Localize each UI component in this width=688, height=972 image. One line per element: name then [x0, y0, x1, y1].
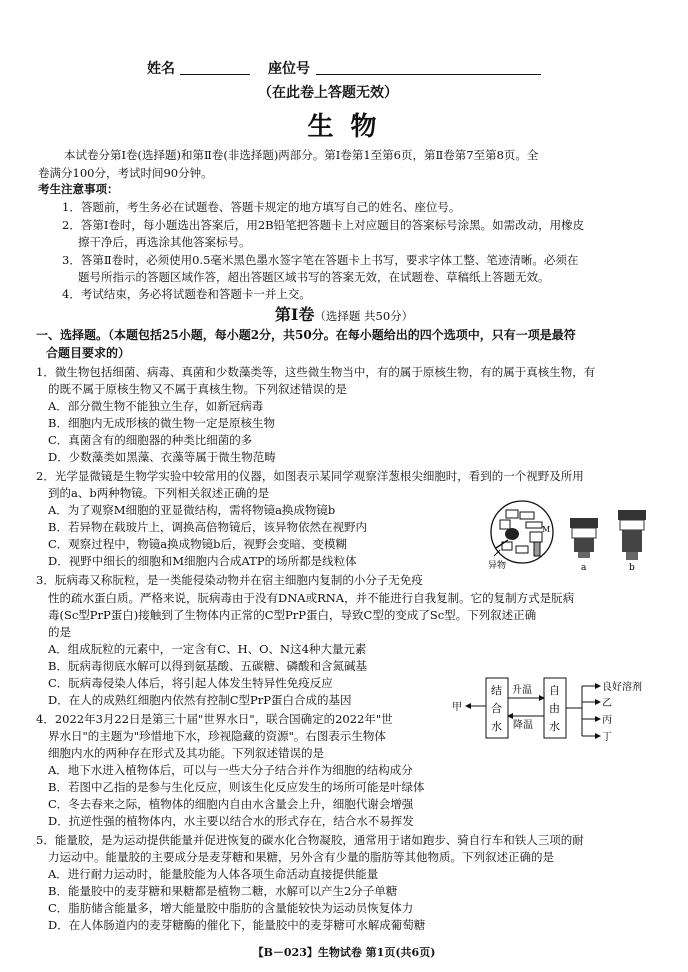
- q4-option-b: B．若图中乙指的是参与生化反应，则该生化反应发生的场所可能是叶绿体: [48, 780, 425, 794]
- note-item-3-cont: 题号所指示的答题区域作答，超出答题区域书写的答案无效，在试题卷、草稿纸上答题无效。: [78, 270, 550, 284]
- q1-option-c: C．真菌含有的细胞器的种类比细菌的多: [48, 433, 253, 447]
- q2-option-b: B．若异物在载玻片上，调换高倍物镜后，该异物依然在视野内: [48, 520, 367, 534]
- q5-stem-2: 力运动中。能量胶的主要成分是麦芽糖和果糖，另外含有少量的脂肪等其他物质。下列叙述正确的是: [48, 850, 554, 864]
- yi-label: 乙: [602, 698, 612, 709]
- q3-stem-3: 毒(Sc型PrP蛋白)接触到了生物体内正常的C型PrP蛋白，导致C型的变成了Sc型。下列叙述正确: [48, 608, 537, 622]
- free-water-char-1: 自: [549, 684, 560, 697]
- q5-option-c: C．脂肪储含能量多，增大能量胶中脂肪的含量能较快为运动员恢复体力: [48, 901, 414, 915]
- q4-stem-2: 界水日"的主题为"珍惜地下水，珍视隐藏的资源"。右图表示生物体: [48, 729, 386, 743]
- q2-microscope-figure: [486, 500, 666, 572]
- q1-option-a: A．部分微生物不能独立生存，如新冠病毒: [48, 399, 264, 413]
- ding-label: 丁: [602, 732, 612, 743]
- q4-option-a: A．地下水进入植物体后，可以与一些大分子结合并作为细胞的结构成分: [48, 763, 413, 777]
- note-item-2: 2．答第Ⅰ卷时，每小题选出答案后，用2B铅笔把答题卡上对应题目的答案标号涂黑。如需改动，用橡皮: [62, 218, 585, 232]
- bound-water-char-3: 水: [491, 720, 502, 733]
- q1-option-b: B．细胞内无成形核的微生物一定是原核生物: [48, 416, 275, 430]
- q2-option-a: A．为了观察M细胞的亚显微结构，需将物镜a换成物镜b: [48, 503, 336, 517]
- q3-stem-1: 3．朊病毒又称朊粒，是一类能侵染动物并在宿主细胞内复制的小分子无免疫: [36, 573, 423, 587]
- q4-option-c: C．冬去春来之际，植物体的细胞内自由水含量会上升，细胞代谢会增强: [48, 797, 414, 811]
- q1-stem-1: 1．微生物包括细菌、病毒、真菌和少数藻类等，这些微生物当中，有的属于原核生物，有的属于真核生物，有: [36, 365, 596, 379]
- notes-heading: 考生注意事项：: [38, 182, 119, 196]
- bing-label: 丙: [602, 715, 612, 726]
- q5-option-b: B．能量胶中的麦芽糖和果糖都是植物二糖，水解可以产生2分子单糖: [48, 884, 398, 898]
- bound-water-char-1: 结: [491, 684, 502, 697]
- q2-option-c: C．观察过程中，物镜a换成物镜b后，视野会变暗、变模糊: [48, 537, 348, 551]
- q4-stem-3: 细胞内水的两种存在形式及其功能。下列叙述错误的是: [48, 746, 324, 760]
- q1-option-d: D．少数藻类如黑藻、衣藻等属于微生物范畴: [48, 450, 276, 464]
- seat-blank: [316, 60, 541, 79]
- q2-stem-2: 到的a、b两种物镜。下列相关叙述正确的是: [48, 486, 270, 500]
- intro-line-2: 卷满分100分，考试时间90分钟。: [38, 166, 213, 180]
- q3-stem-4: 的是: [48, 625, 71, 639]
- intro-line-1: 本试卷分第Ⅰ卷(选择题)和第Ⅱ卷(非选择题)两部分。第Ⅰ卷第1至第6页，第Ⅱ卷第7至第8页。全: [64, 148, 539, 162]
- section-instruction-2: 合题目要求的）: [46, 346, 131, 360]
- objective-lens-b: [618, 510, 646, 572]
- q4-water-diagram: [450, 676, 678, 744]
- field-of-view: [488, 501, 553, 571]
- q4-option-d: D．抗逆性强的植物体内，水主要以结合水的形式存在，结合水不易挥发: [48, 814, 414, 828]
- lens-a-label: a: [581, 563, 587, 572]
- q2-stem-1: 2．光学显微镜是生物学实验中较常用的仪器，如图表示某同学观察洋葱根尖细胞时，看到的一个视野及所用: [36, 469, 584, 483]
- q5-option-d: D．在人体肠道内的麦芽糖酶的催化下，能量胶中的麦芽糖可水解成葡萄糖: [48, 918, 426, 932]
- q3-stem-2: 性的疏水蛋白质。严格来说，朊病毒由于没有DNA或RNA，并不能进行自我复制。它的复制方式是朊病: [48, 591, 575, 605]
- seat-label: 座位号: [268, 61, 310, 77]
- no-answer-notice: （在此卷上答题无效）: [258, 85, 398, 101]
- name-blank: [180, 60, 250, 79]
- foreign-object-label: 异物: [488, 561, 507, 571]
- page-footer: 【B－023】生物试卷 第1页(共6页): [252, 946, 436, 959]
- section-title-main: 第Ⅰ卷: [274, 305, 315, 324]
- heat-up-label: 升温: [512, 685, 532, 696]
- note-item-3: 3．答第Ⅱ卷时，必须使用0.5毫米黑色墨水签字笔在答题卡上书写，要求字体工整、笔迹清晰。必须在: [62, 253, 579, 267]
- free-water-char-3: 水: [549, 720, 560, 733]
- note-item-4: 4．考试结束，务必将试题卷和答题卡一并上交。: [62, 287, 311, 301]
- section-instruction-1: 一、选择题。（本题包括25小题，每小题2分，共50分。在每小题给出的四个选项中，只有一项是最符: [36, 328, 576, 342]
- q2-option-d: D．视野中细长的细胞和M细胞内合成ATP的场所都是线粒体: [48, 554, 357, 568]
- note-item-1: 1．答题前，考生务必在试题卷、答题卡规定的地方填写自己的姓名、座位号。: [62, 200, 461, 214]
- q3-option-c: C．朊病毒侵染人体后，将引起人体发生特异性免疫反应: [48, 676, 333, 690]
- jia-label: 甲: [452, 702, 462, 713]
- good-solvent-label: 良好溶剂: [602, 682, 642, 693]
- q1-stem-2: 的既不属于原核生物又不属于真核生物。下列叙述错误的是: [48, 382, 347, 396]
- section-title: [0, 302, 688, 325]
- objective-lens-a: [570, 518, 598, 572]
- m-cell-label: M: [542, 525, 551, 534]
- cool-down-label: 降温: [513, 720, 533, 731]
- subject-title: 生 物: [307, 112, 381, 142]
- q3-option-a: A．组成朊粒的元素中，一定含有C、H、O、N这4种大量元素: [48, 642, 367, 656]
- lens-b-label: b: [629, 563, 635, 572]
- name-label: 姓名: [147, 61, 175, 77]
- section-title-sub: （选择题 共50分）: [314, 309, 414, 323]
- q5-stem-1: 5．能量胶，是为运动提供能量并促进恢复的碳水化合物凝胶，通常用于诸如跑步、骑自行车和铁人三项的耐: [36, 833, 584, 847]
- q5-option-a: A．进行耐力运动时，能量胶能为人体各项生命活动直接提供能量: [48, 867, 379, 881]
- free-water-char-2: 由: [549, 702, 560, 715]
- bound-water-char-2: 合: [491, 702, 502, 715]
- q3-option-d: D．在人的成熟红细胞内依然有控制C型PrP蛋白合成的基因: [48, 693, 352, 707]
- q3-option-b: B．朊病毒彻底水解可以得到氨基酸、五碳糖、磷酸和含氮碱基: [48, 659, 367, 673]
- q4-stem-1: 4．2022年3月22日是第三十届"世界水日"，联合国确定的2022年"世: [36, 712, 393, 726]
- note-item-2-cont: 擦干净后，再选涂其他答案标号。: [78, 235, 251, 249]
